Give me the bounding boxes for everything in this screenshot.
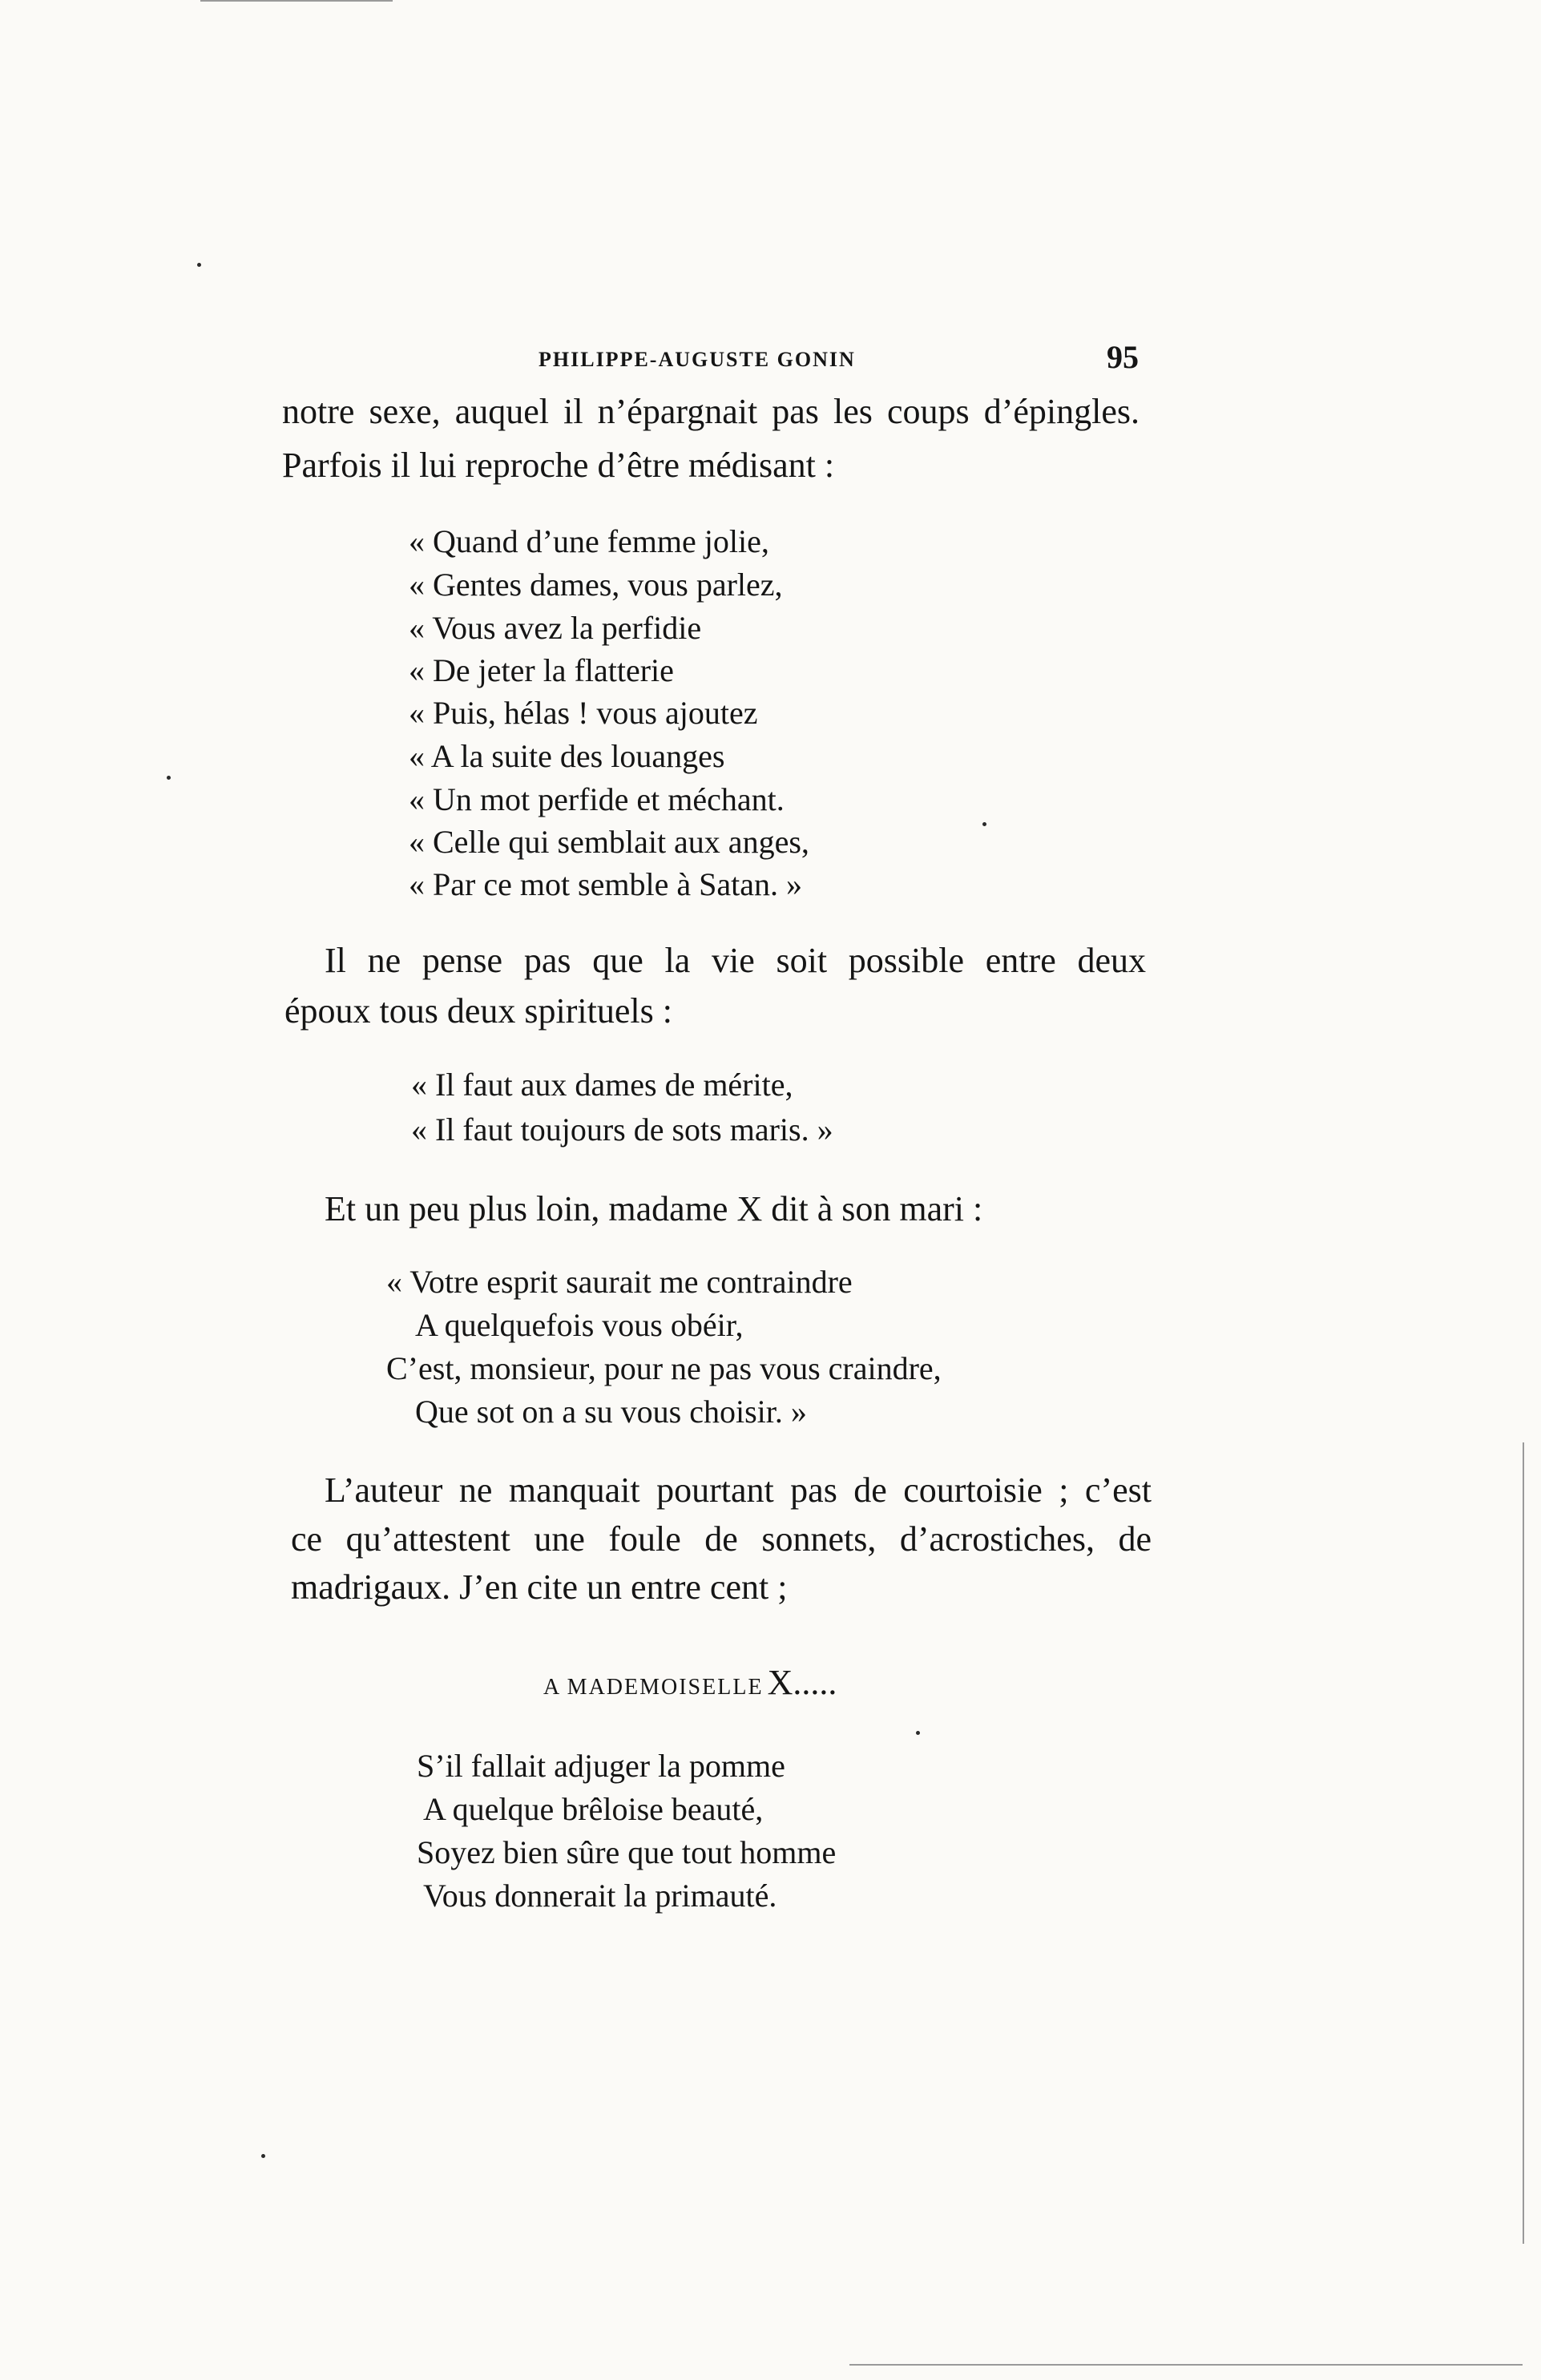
- verse-3-line-4: Que sot on a su vous choisir. »: [415, 1394, 807, 1430]
- verse-1-line-6: « A la suite des louanges: [409, 738, 725, 774]
- verse-3-line-1: « Votre esprit saurait me contraindre: [386, 1264, 853, 1300]
- scan-speck: [197, 263, 201, 267]
- verse-3-line-2: A quelquefois vous obéir,: [415, 1307, 744, 1343]
- scan-edge-line: [1523, 1442, 1524, 2244]
- paragraph-2-line-2: époux tous deux spirituels :: [284, 991, 672, 1031]
- verse-1-line-1: « Quand d’une femme jolie,: [409, 523, 769, 559]
- paragraph-3-line-1: Et un peu plus loin, madame X dit à son mari :: [325, 1189, 983, 1228]
- verse-3-line-3: C’est, monsieur, pour ne pas vous craindre,: [386, 1350, 942, 1386]
- verse-1-line-9: « Par ce mot semble à Satan. »: [409, 866, 802, 902]
- verse-1-line-3: « Vous avez la perfidie: [409, 610, 702, 646]
- poem-heading-name: X.....: [767, 1663, 837, 1702]
- paragraph-4-line-2: ce qu’attestent une foule de sonnets, d’acrostiches, de: [291, 1519, 1152, 1559]
- paragraph-4-line-1: L’auteur ne manquait pourtant pas de courtoisie ; c’est: [325, 1470, 1152, 1510]
- verse-1-line-5: « Puis, hélas ! vous ajoutez: [409, 695, 758, 731]
- verse-4-line-2: A quelque brêloise beauté,: [423, 1791, 764, 1827]
- verse-4-line-4: Vous donnerait la primauté.: [423, 1878, 777, 1914]
- scan-edge-line: [200, 0, 393, 2]
- verse-4-line-3: Soyez bien sûre que tout homme: [417, 1834, 837, 1870]
- scan-speck: [916, 1731, 920, 1735]
- verse-1-line-4: « De jeter la flatterie: [409, 652, 674, 688]
- paragraph-4-line-3: madrigaux. J’en cite un entre cent ;: [291, 1567, 788, 1607]
- paragraph-1-line-1: notre sexe, auquel il n’épargnait pas les coups d’épingles.: [282, 392, 1140, 431]
- paragraph-1-line-2: Parfois il lui reproche d’être médisant :: [282, 446, 835, 485]
- verse-1-line-8: « Celle qui semblait aux anges,: [409, 824, 809, 860]
- poem-heading: [543, 1662, 837, 1703]
- scan-speck: [261, 2154, 265, 2158]
- verse-2-line-2: « Il faut toujours de sots maris. »: [411, 1111, 833, 1148]
- verse-1-line-2: « Gentes dames, vous parlez,: [409, 567, 783, 603]
- page-number: 95: [1107, 339, 1139, 375]
- verse-2-line-1: « Il faut aux dames de mérite,: [411, 1067, 793, 1103]
- paragraph-2-line-1: Il ne pense pas que la vie soit possible entre deux: [325, 941, 1146, 980]
- scan-edge-line: [849, 2364, 1523, 2366]
- scan-speck: [982, 822, 986, 826]
- verse-4-line-1: S’il fallait adjuger la pomme: [417, 1748, 785, 1784]
- poem-heading-prefix: A MADEMOISELLE: [543, 1675, 764, 1700]
- running-title: PHILIPPE-AUGUSTE GONIN: [539, 348, 856, 371]
- scan-speck: [167, 776, 171, 780]
- verse-1-line-7: « Un mot perfide et méchant.: [409, 781, 785, 817]
